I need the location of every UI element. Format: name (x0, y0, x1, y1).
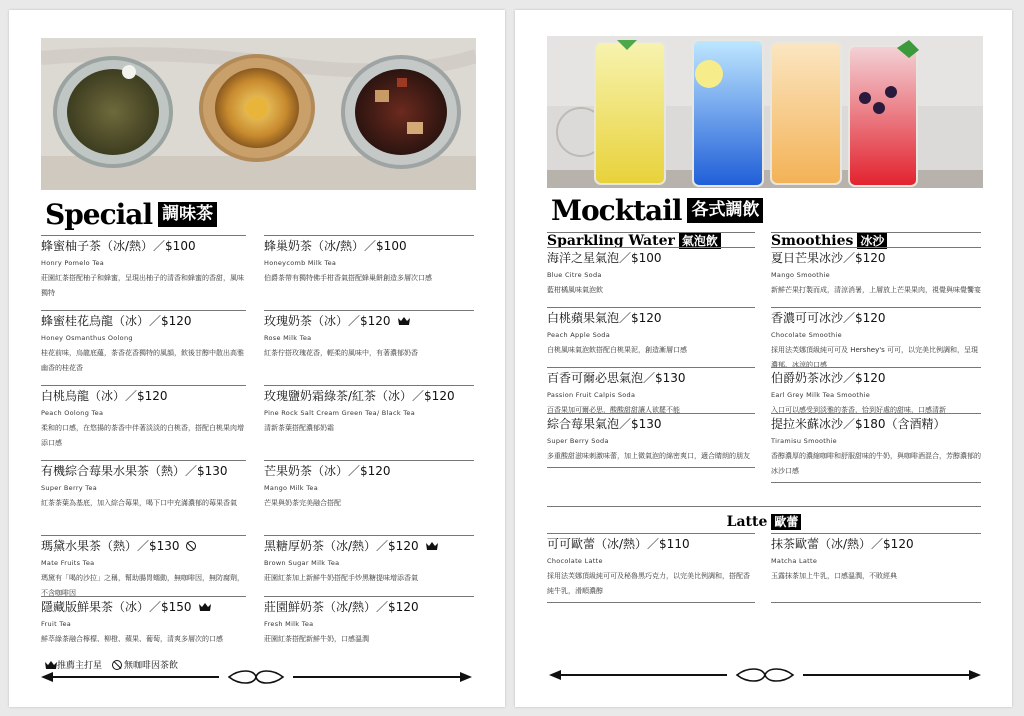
divider (264, 235, 474, 236)
divider (41, 596, 246, 597)
item-description: 桂花前味，烏龍底蘊，茶香花香獨特的風韻，飲後甘醇中散出高雅幽香的桂花香 (41, 349, 244, 372)
item-english-name: Chocolate Smoothie (771, 331, 842, 339)
special-tag: 調味茶 (158, 202, 217, 226)
divider (547, 307, 755, 308)
item-english-name: Mango Milk Tea (264, 484, 318, 492)
menu-item (264, 596, 474, 647)
divider (547, 506, 981, 507)
divider (771, 413, 981, 414)
menu-item (771, 413, 981, 483)
latte-title: Latte (726, 514, 768, 531)
menu-item (41, 535, 246, 601)
item-name: 瑪黛水果茶（熱）／$130 (41, 539, 180, 553)
menu-item (41, 235, 246, 301)
item-description: 玉露抹茶加上牛乳，口感溫潤，不敗經典 (771, 572, 897, 580)
latte-section-header (547, 506, 981, 530)
divider (264, 535, 474, 536)
item-description: 新鮮芒果打製而成，清涼消暑，上層放上芒果果肉，視覺與味覺饗宴 (771, 286, 981, 294)
divider (41, 460, 246, 461)
item-name: 玫瑰鹽奶霜綠茶/紅茶（冰）／$120 (264, 389, 455, 403)
item-description: 鮮萃綠茶融合檸檬、柳橙、蘋果、葡萄，清爽多層次的口感 (41, 635, 223, 643)
item-description: 入口可以感受到淡雅的茶香，恰到好處的甜味，口感清新 (771, 406, 946, 414)
menu-item (264, 385, 474, 436)
item-english-name: Peach Apple Soda (547, 331, 611, 339)
mocktail-tag: 各式調飲 (687, 198, 763, 222)
item-description: 芒果與奶茶完美融合搭配 (264, 499, 341, 507)
menu-item (547, 413, 755, 468)
item-description: 莊園紅茶搭配柚子和蜂蜜，呈現出柚子的清香和蜂蜜的香甜，風味獨特 (41, 274, 244, 297)
item-name: 有機綜合莓果水果茶（熱）／$130 (41, 464, 228, 478)
special-heading (45, 198, 217, 231)
menu-item (547, 247, 755, 298)
item-description: 百香果加可爾必思，酸酸甜甜讓人欲罷不能 (547, 406, 680, 414)
item-description: 紅茶茶葉為基底，加入綜合莓果，喝下口中充滿濃郁的莓果香氣 (41, 499, 237, 507)
item-name: 白桃烏龍（冰）／$120 (41, 389, 168, 403)
item-description: 藍柑橘風味氣泡飲 (547, 286, 603, 294)
item-description: 莊園紅茶加上新鮮牛奶搭配手炒黑糖提味增添香氣 (264, 574, 418, 582)
menu-page-tea (9, 10, 505, 707)
menu-item (264, 460, 474, 511)
item-name: 可可歐蕾（冰/熱）／$110 (547, 537, 690, 551)
mocktail-heading (551, 194, 763, 227)
menu-item (264, 535, 474, 586)
menu-item (264, 310, 474, 361)
crown-icon (45, 661, 57, 669)
special-title: Special (45, 198, 153, 231)
mocktail-title: Mocktail (551, 194, 682, 227)
ornament-divider (547, 668, 983, 682)
menu-item (41, 596, 246, 647)
item-description: 柔和的口感，在悠揚的茶香中伴著淡淡的白桃香，搭配白桃果肉增添口感 (41, 424, 244, 447)
item-name: 隱藏版鮮果茶（冰）／$150 (41, 600, 192, 614)
menu-item (771, 367, 981, 418)
divider (264, 596, 474, 597)
divider (264, 310, 474, 311)
divider (771, 367, 981, 368)
item-name: 百香可爾必思氣泡／$130 (547, 371, 686, 385)
item-english-name: Mango Smoothie (771, 271, 830, 279)
item-english-name: Super Berry Soda (547, 437, 609, 445)
item-description: 白桃風味氣泡飲搭配白桃果泥，創造漸層口感 (547, 346, 687, 354)
item-name: 蜂蜜桂花烏龍（冰）／$120 (41, 314, 192, 328)
menu-item (771, 247, 981, 298)
item-name: 綜合莓果氣泡／$130 (547, 417, 662, 431)
item-name: 抹茶歐蕾（冰/熱）／$120 (771, 537, 914, 551)
smoothies-title: Smoothies (771, 233, 854, 250)
item-english-name: Peach Oolong Tea (41, 409, 104, 417)
menu-item (771, 533, 981, 603)
item-name: 玫瑰奶茶（冰）／$120 (264, 314, 391, 328)
item-name: 芒果奶茶（冰）／$120 (264, 464, 391, 478)
crown-icon (426, 542, 438, 550)
menu-item (41, 310, 246, 376)
menu-item (547, 533, 755, 603)
menu-item (771, 307, 981, 373)
menu-item (547, 307, 755, 358)
ornament-divider (39, 670, 474, 684)
latte-tag: 歐蕾 (771, 514, 801, 530)
item-english-name: Earl Grey Milk Tea Smoothie (771, 391, 871, 399)
item-english-name: Honeycomb Milk Tea (264, 259, 337, 267)
item-english-name: Matcha Latte (771, 557, 818, 565)
item-english-name: Fruit Tea (41, 620, 72, 628)
divider (547, 413, 755, 414)
item-english-name: Chocolate Latte (547, 557, 603, 565)
divider (264, 460, 474, 461)
item-description: 清新茶葉搭配濃郁奶霜 (264, 424, 334, 432)
item-name: 伯爵奶茶冰沙／$120 (771, 371, 886, 385)
crown-icon (199, 603, 211, 611)
item-description: 採用法芙娜頂級純可可及秘魯黑巧克力，以完美比例調和，搭配香純牛乳，滑順濃醇 (547, 572, 750, 595)
item-description: 紅茶佇搭玫瑰花香，輕柔的風味中，有著濃郁奶香 (264, 349, 418, 357)
divider (547, 367, 755, 368)
item-english-name: Mate Fruits Tea (41, 559, 95, 567)
divider (547, 602, 755, 603)
divider (41, 310, 246, 311)
divider (771, 307, 981, 308)
item-name: 夏日芒果冰沙／$120 (771, 251, 886, 265)
item-english-name: Passion Fruit Calpis Soda (547, 391, 636, 399)
divider (771, 247, 981, 248)
item-english-name: Honry Pomelo Tea (41, 259, 105, 267)
legend-crown-label: 推薦主打星 (57, 661, 103, 671)
menu-item (547, 367, 755, 418)
divider (771, 602, 981, 603)
item-description: 香醇濃厚的濃縮咖啡和舒服甜味的牛奶，與咖啡酒混合，芳醇濃郁的冰沙口感 (771, 452, 981, 475)
legend-nocaf-label: 無咖啡因茶飲 (124, 661, 179, 671)
item-name: 蜂蜜柚子茶（冰/熱）／$100 (41, 239, 196, 253)
item-description: 採用法芙娜頂級純可可及 Hershey's 可可，以完美比例調和，呈現濃郁、冰涼的口感 (771, 346, 979, 369)
item-description: 多重酸甜滋味刺激味蕾，加上微氣泡的綿密爽口，適合睛朗的朋友 (547, 452, 750, 460)
smoothies-tag: 冰沙 (857, 233, 887, 249)
item-english-name: Pine Rock Salt Cream Green Tea/ Black Tea (264, 409, 416, 417)
item-name: 海洋之星氣泡／$100 (547, 251, 662, 265)
item-english-name: Rose Milk Tea (264, 334, 312, 342)
item-english-name: Super Berry Tea (41, 484, 98, 492)
item-english-name: Honey Osmanthus Oolong (41, 334, 133, 342)
item-name: 提拉米蘇冰沙／$180（含酒精） (771, 417, 946, 431)
menu-item (41, 460, 246, 511)
item-english-name: Tiramisu Smoothie (771, 437, 837, 445)
divider (547, 247, 755, 248)
item-name: 莊園鮮奶茶（冰/熱）／$120 (264, 600, 419, 614)
menu-item (41, 385, 246, 451)
tea-jars-photo (41, 38, 476, 190)
item-description: 瑪黛有「喝的沙拉」之稱，幫助腸胃蠕動，無咖啡因，無防腐劑，不含咖啡因 (41, 574, 244, 597)
sparkling-title: Sparkling Water (547, 233, 675, 250)
divider (771, 533, 981, 534)
divider (264, 385, 474, 386)
divider (547, 533, 755, 534)
item-description: 莊園紅茶搭配新鮮牛奶，口感溫潤 (264, 635, 369, 643)
item-english-name: Brown Sugar Milk Tea (264, 559, 340, 567)
mocktail-drinks-photo (547, 36, 983, 188)
menu-item (264, 235, 474, 286)
no-caffeine-icon (112, 660, 122, 670)
divider (41, 385, 246, 386)
item-english-name: Fresh Milk Tea (264, 620, 314, 628)
item-name: 蜂巢奶茶（冰/熱）／$100 (264, 239, 407, 253)
item-name: 白桃蘋果氣泡／$120 (547, 311, 662, 325)
crown-icon (398, 317, 410, 325)
no-caffeine-icon (186, 541, 196, 551)
divider (41, 535, 246, 536)
divider (41, 235, 246, 236)
sparkling-tag: 氣泡飲 (679, 233, 721, 249)
divider (771, 482, 981, 483)
menu-page-mocktail (515, 10, 1012, 707)
item-english-name: Blue Citre Soda (547, 271, 602, 279)
item-description: 伯爵茶帶有獨特佛手柑香氣搭配蜂巢餅創造多層次口感 (264, 274, 432, 282)
item-name: 黑糖厚奶茶（冰/熱）／$120 (264, 539, 419, 553)
divider (547, 467, 755, 468)
item-name: 香濃可可冰沙／$120 (771, 311, 886, 325)
